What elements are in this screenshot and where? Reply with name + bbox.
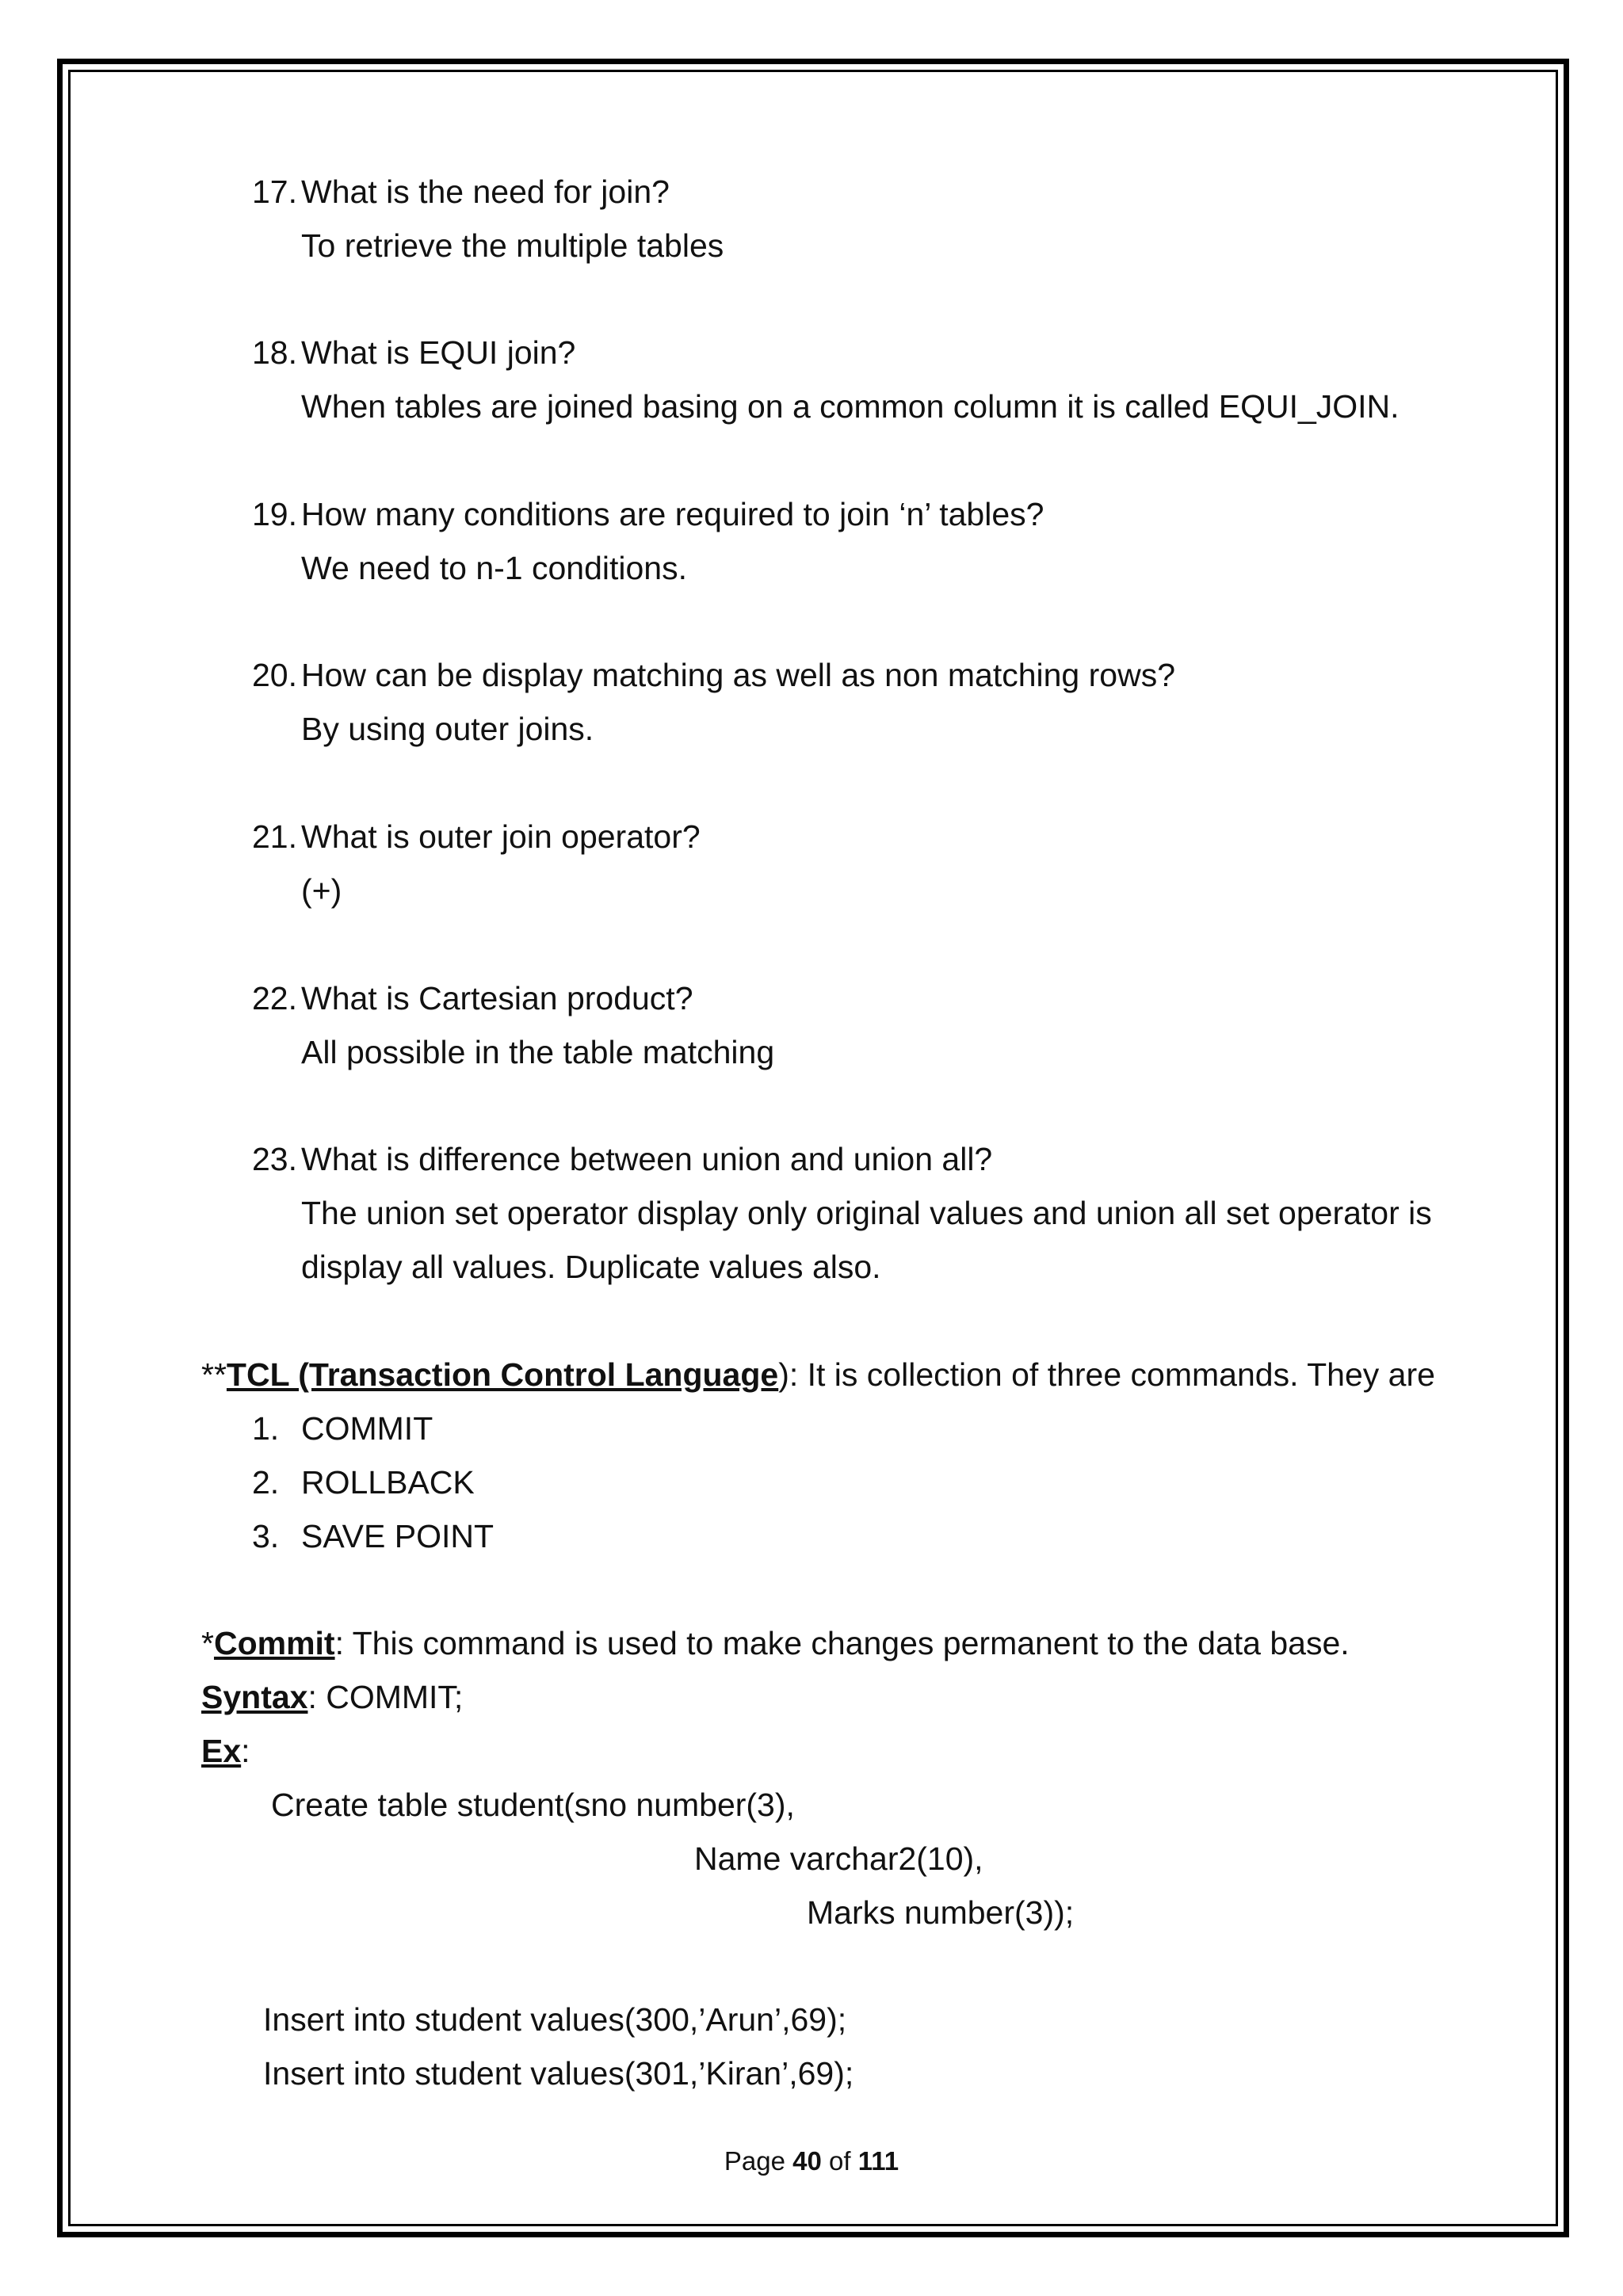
list-item: SAVE POINT: [301, 1518, 495, 1554]
list-item-number: 2.: [252, 1464, 280, 1501]
footer-total-pages: 111: [857, 2146, 899, 2176]
list-item: COMMIT: [301, 1410, 433, 1447]
footer-page-number: 40: [792, 2146, 822, 2176]
question-text: How can be display matching as well as non matching rows?: [301, 657, 1175, 693]
commit-description: : This command is used to make changes permanent to the data base.: [334, 1625, 1350, 1661]
code-line: Insert into student values(301,’Kiran’,69);: [263, 2055, 854, 2092]
tcl-description: ): It is collection of three commands. They are: [778, 1356, 1435, 1393]
question-text: What is Cartesian product?: [301, 980, 693, 1016]
example-label: Ex: [201, 1733, 242, 1769]
syntax-line: [201, 1677, 463, 1717]
footer-of-word: of: [829, 2146, 851, 2176]
tcl-prefix: **: [201, 1356, 227, 1393]
answer-text: By using outer joins.: [301, 711, 594, 747]
list-item: ROLLBACK: [301, 1464, 475, 1501]
syntax-label: Syntax: [201, 1679, 308, 1715]
code-line: Marks number(3));: [807, 1894, 1075, 1931]
question-text: What is the need for join?: [301, 174, 670, 210]
answer-text: All possible in the table matching: [301, 1034, 775, 1070]
code-line: Insert into student values(300,’Arun’,69);: [263, 2001, 847, 2038]
footer-page-word: Page: [724, 2146, 785, 2176]
list-item-number: 3.: [252, 1518, 280, 1554]
example-colon: :: [241, 1733, 250, 1769]
question-number: 19.: [252, 496, 297, 532]
example-line: [201, 1731, 250, 1771]
question-number: 21.: [252, 818, 297, 855]
question-number: 22.: [252, 980, 297, 1016]
commit-heading: [201, 1623, 1350, 1663]
question-text: What is EQUI join?: [301, 334, 576, 371]
answer-text: When tables are joined basing on a common column it is called EQUI_JOIN.: [301, 388, 1400, 425]
answer-text: (+): [301, 872, 342, 909]
question-text: What is difference between union and union all?: [301, 1141, 993, 1177]
question-number: 17.: [252, 174, 297, 210]
answer-text: display all values. Duplicate values also.: [301, 1249, 881, 1285]
answer-text: We need to n-1 conditions.: [301, 550, 687, 586]
syntax-value: : COMMIT;: [307, 1679, 464, 1715]
question-number: 18.: [252, 334, 297, 371]
code-line: Create table student(sno number(3),: [271, 1787, 795, 1823]
answer-text: To retrieve the multiple tables: [301, 227, 724, 264]
answer-text: The union set operator display only original values and union all set operator is: [301, 1195, 1432, 1231]
tcl-term: TCL (Transaction Control Language: [226, 1356, 779, 1393]
list-item-number: 1.: [252, 1410, 280, 1447]
commit-term: Commit: [213, 1625, 335, 1661]
code-line: Name varchar2(10),: [694, 1840, 983, 1877]
question-number: 23.: [252, 1141, 297, 1177]
page-footer: [0, 2145, 1623, 2177]
question-text: What is outer join operator?: [301, 818, 701, 855]
question-number: 20.: [252, 657, 297, 693]
tcl-heading: [201, 1355, 1435, 1394]
commit-prefix: *: [201, 1625, 214, 1661]
question-text: How many conditions are required to join ‘n’ tables?: [301, 496, 1044, 532]
